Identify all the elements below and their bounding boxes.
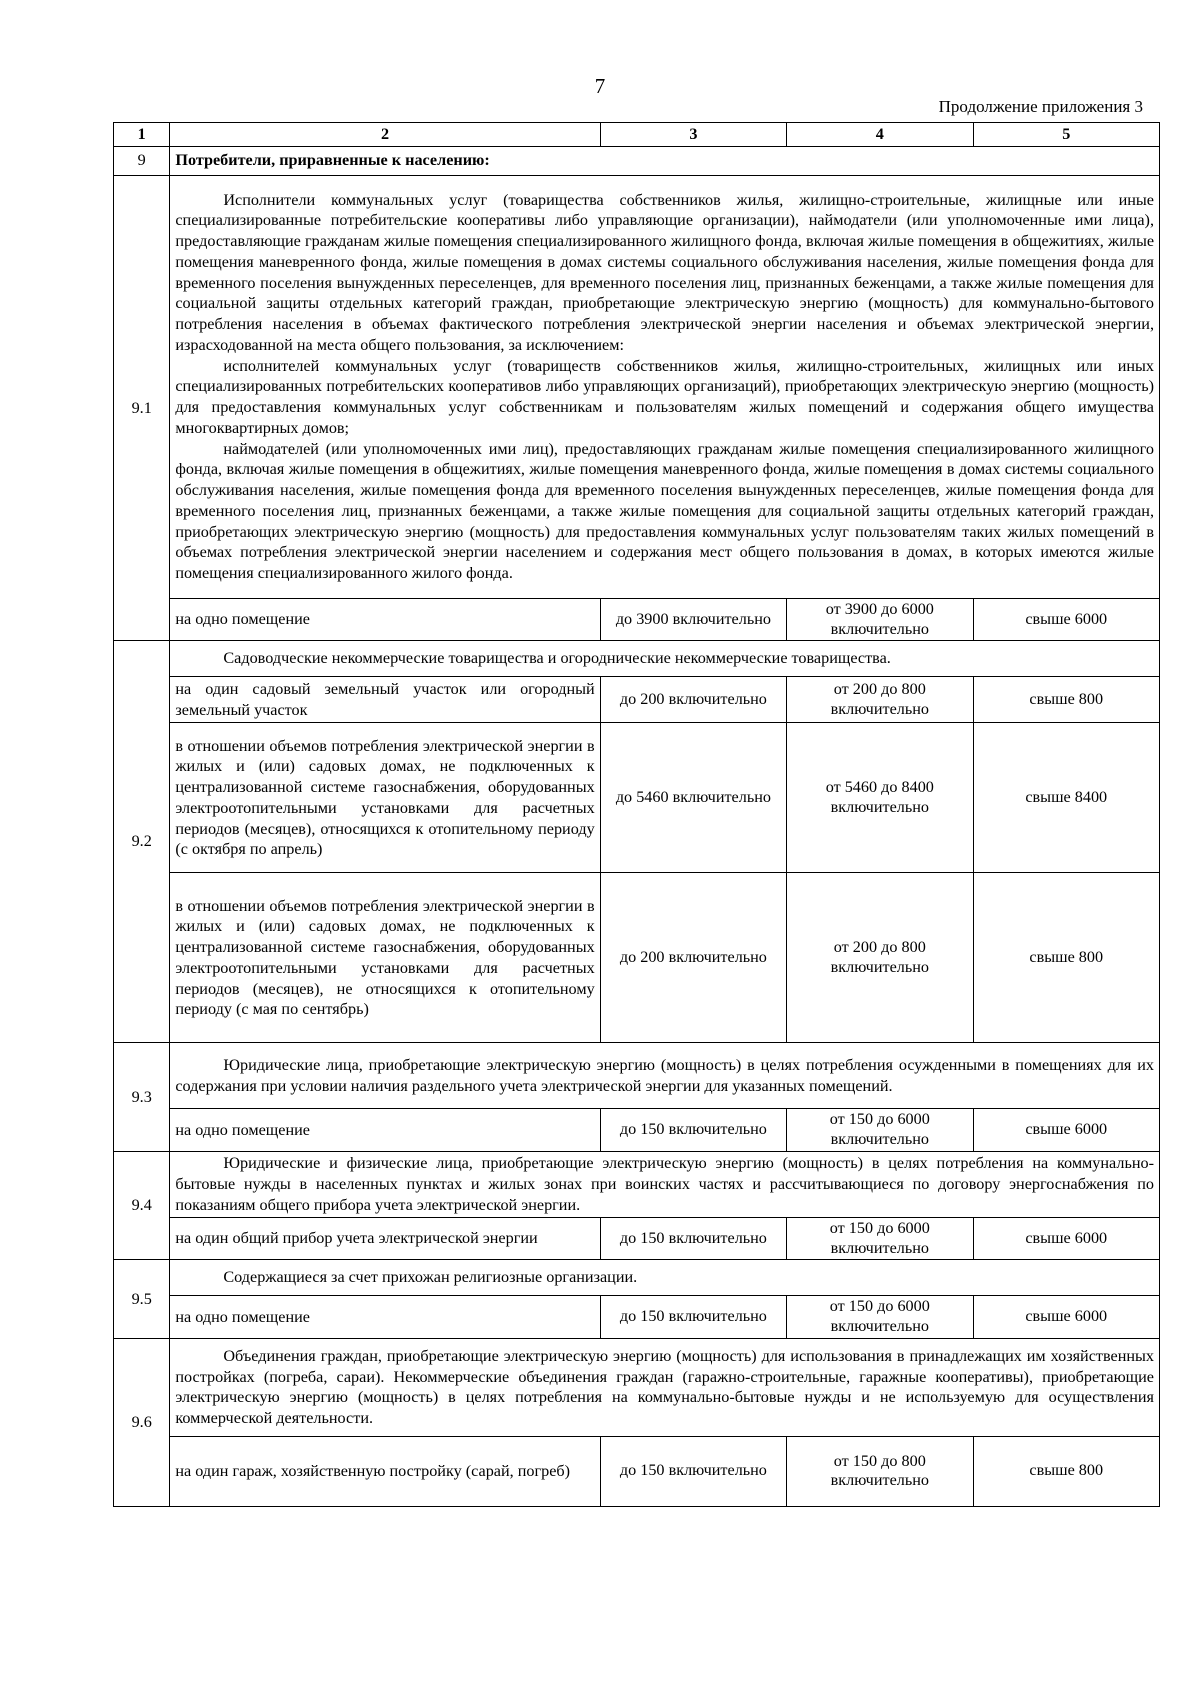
section-description [170,1043,1160,1109]
page-number: 7 [594,74,606,98]
row-label: на одно помещение [170,1296,600,1339]
section-description [170,641,1160,677]
table-row [114,1109,1160,1152]
range-high: свыше 800 [973,873,1159,1043]
section-9-row [114,146,1160,175]
section-9-3-description [114,1043,1160,1109]
section-title: Потребители, приравненные к населению: [170,146,1160,175]
section-9-6-description [114,1338,1160,1436]
header-row [114,123,1160,147]
section-description [170,1260,1160,1296]
range-mid: от 200 до 800 включительно [787,677,973,723]
range-mid: от 200 до 800 включительно [787,873,973,1043]
section-description [170,1338,1160,1436]
range-low: до 200 включительно [600,873,786,1043]
paragraph: Исполнители коммунальных услуг (товарищества собственников жилья, жилищно-строительные, жилищные или иные специализированные потребительские кооперативы либо управляющие организации), наймодатели (или уполномоченные ими лица), предоставляющие гражданам жилые помещения специализированного жилищного фонда, включая жилые помещения в общежитиях, жилые помещения маневренного фонда, жилые помещения в домах системы социального обслуживания населения, жилые помещения фонда для временного поселения вынужденных переселенцев, для временного поселения лиц, признанных беженцами, а также жилые помещения для социальной защиты отдельных категорий граждан, приобретающие электрическую энергию (мощность) для коммунально-бытового потребления населения в объемах фактического потребления электрической энергии населения и объемах электрической энергии, израсходованной на места общего пользования, за исключением: [175,190,1154,354]
range-high: свыше 6000 [973,598,1159,641]
table-row [114,723,1160,873]
range-high: свыше 6000 [973,1217,1159,1260]
header-col-1: 1 [114,123,170,147]
range-high: свыше 8400 [973,723,1159,873]
table-row [114,873,1160,1043]
range-low: до 5460 включительно [600,723,786,873]
section-9-2-description [114,641,1160,677]
section-number: 9.5 [114,1260,170,1339]
row-label: в отношении объемов потребления электрической энергии в жилых и (или) садовых домах, не подключенных к централизованной системе газоснабжения, оборудованных электроотопительными установками для расчетных периодов (месяцев), относящихся к отопительному периоду (с октября по апрель) [170,723,600,873]
paragraph: Содержащиеся за счет прихожан религиозные организации. [223,1268,638,1287]
table-row [114,598,1160,641]
range-low: до 200 включительно [600,677,786,723]
header-col-2: 2 [170,123,600,147]
table-row [114,1436,1160,1506]
paragraph: Юридические лица, приобретающие электрическую энергию (мощность) в целях потребления осужденными в помещениях для их содержания при условии наличия раздельного учета электрической энергии для указанных помещений. [175,1056,1154,1095]
section-number: 9 [114,146,170,175]
paragraph: Садоводческие некоммерческие товарищества и огороднические некоммерческие товарищества. [223,649,891,668]
row-label: на один садовый земельный участок или огородный земельный участок [170,677,600,723]
row-label: на один общий прибор учета электрической энергии [170,1217,600,1260]
range-mid: от 150 до 6000 включительно [787,1109,973,1152]
section-number: 9.2 [114,641,170,1043]
range-mid: от 150 до 6000 включительно [787,1217,973,1260]
section-9-4-description [114,1151,1160,1217]
range-low: до 150 включительно [600,1109,786,1152]
tariff-table [113,122,1160,1507]
section-description [170,1151,1160,1217]
row-label: на одно помещение [170,1109,600,1152]
section-number: 9.1 [114,175,170,641]
table-row [114,1217,1160,1260]
section-9-5-description [114,1260,1160,1296]
header-col-5: 5 [973,123,1159,147]
range-low: до 150 включительно [600,1436,786,1506]
paragraph: исполнителей коммунальных услуг (товариществ собственников жилья, жилищно-строительных, жилищных или иных специализированных потребительских кооперативов либо управляющих организаций), приобретающих электрическую энергию (мощность) для предоставления коммунальных услуг собственникам и пользователям жилых помещений и содержания общего имущества многоквартирных домов; [175,356,1154,437]
appendix-subtitle: Продолжение приложения 3 [938,97,1143,116]
range-mid: от 150 до 800 включительно [787,1436,973,1506]
section-number: 9.3 [114,1043,170,1152]
range-high: свыше 800 [973,677,1159,723]
section-9-1-description [114,175,1160,598]
table-row [114,1296,1160,1339]
range-mid: от 3900 до 6000 включительно [787,598,973,641]
section-description [170,175,1160,598]
table-row [114,677,1160,723]
header-col-4: 4 [787,123,973,147]
paragraph: наймодателей (или уполномоченных ими лиц), предоставляющих гражданам жилые помещения специализированного жилищного фонда, включая жилые помещения в общежитиях, жилые помещения маневренного фонда, жилые помещения в домах системы социального обслуживания населения, жилые помещения фонда для временного поселения вынужденных переселенцев, жилые помещения фонда для временного поселения лиц, признанных беженцами, а также жилые помещения для социальной защиты отдельных категорий граждан, приобретающих электрическую энергию (мощность) для предоставления коммунальных услуг пользователям таких жилых помещений в объемах потребления электрической энергии населением и содержания мест общего пользования в домах, в которых имеются жилые помещения специализированного жилого фонда. [175,439,1154,582]
range-low: до 150 включительно [600,1217,786,1260]
section-number: 9.4 [114,1151,170,1260]
range-mid: от 5460 до 8400 включительно [787,723,973,873]
range-high: свыше 6000 [973,1109,1159,1152]
range-high: свыше 6000 [973,1296,1159,1339]
paragraph: Объединения граждан, приобретающие электрическую энергию (мощность) для использования в принадлежащих им хозяйственных постройках (погреба, сараи). Некоммерческие объединения граждан (гаражно-строительные, гаражные кооперативы), приобретающие электрическую энергию (мощность) в целях потребления на коммунально-бытовые нужды и не используемую для осуществления коммерческой деятельности. [175,1346,1154,1428]
range-low: до 150 включительно [600,1296,786,1339]
row-label: на одно помещение [170,598,600,641]
section-number: 9.6 [114,1338,170,1506]
row-label: на один гараж, хозяйственную постройку (сарай, погреб) [170,1436,600,1506]
range-low: до 3900 включительно [600,598,786,641]
paragraph: Юридические и физические лица, приобретающие электрическую энергию (мощность) в целях потребления на коммунально-бытовые нужды в населенных пунктах и жилых зонах при воинских частях и рассчитывающиеся по договору энергоснабжения по показаниям общего прибора учета электрической энергии. [175,1154,1154,1214]
range-mid: от 150 до 6000 включительно [787,1296,973,1339]
range-high: свыше 800 [973,1436,1159,1506]
header-col-3: 3 [600,123,786,147]
row-label: в отношении объемов потребления электрической энергии в жилых и (или) садовых домах, не подключенных к централизованной системе газоснабжения, оборудованных электроотопительными установками для расчетных периодов (месяцев), не относящихся к отопительному периоду (с мая по сентябрь) [170,873,600,1043]
